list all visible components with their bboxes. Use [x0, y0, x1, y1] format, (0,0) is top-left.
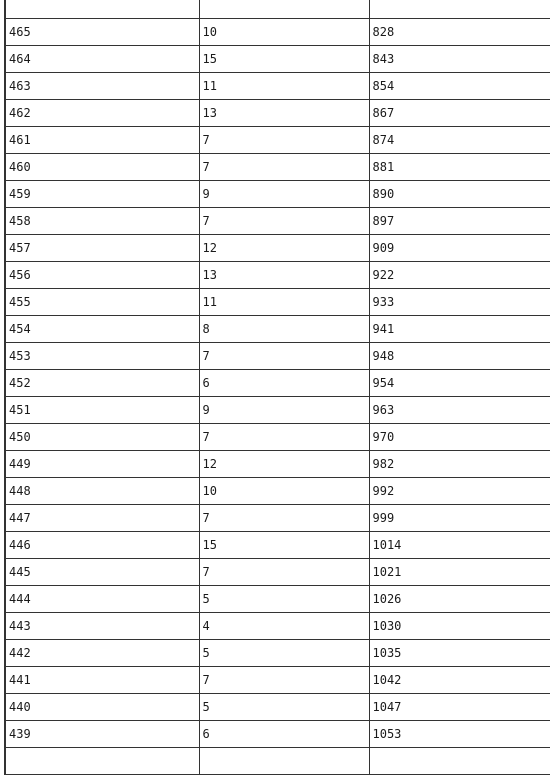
table-row: [5, 397, 550, 424]
score-cell: 443: [5, 613, 199, 640]
table-row: [5, 208, 550, 235]
table-row: [5, 154, 550, 181]
score-cell: 450: [5, 424, 199, 451]
count-cell: 9: [199, 397, 369, 424]
table-row: [5, 478, 550, 505]
table-row: [5, 748, 550, 775]
table-row: [5, 100, 550, 127]
count-cell: 10: [199, 19, 369, 46]
cumulative-cell: 1053: [369, 721, 550, 748]
score-cell: 464: [5, 46, 199, 73]
count-cell: 11: [199, 73, 369, 100]
count-cell: 5: [199, 586, 369, 613]
score-cell: 442: [5, 640, 199, 667]
table-row: [5, 613, 550, 640]
score-cell: 439: [5, 721, 199, 748]
score-cell: 457: [5, 235, 199, 262]
table-row: [5, 127, 550, 154]
table-row: [5, 694, 550, 721]
cumulative-cell: 922: [369, 262, 550, 289]
score-cell: 461: [5, 127, 199, 154]
count-cell: 13: [199, 262, 369, 289]
count-cell: 7: [199, 343, 369, 370]
count-cell: 5: [199, 640, 369, 667]
score-cell: 459: [5, 181, 199, 208]
table-row: [5, 73, 550, 100]
count-cell: 15: [199, 532, 369, 559]
cumulative-cell: 982: [369, 451, 550, 478]
cumulative-cell: 828: [369, 19, 550, 46]
score-cell: 447: [5, 505, 199, 532]
table-row: [5, 289, 550, 316]
table-row: [5, 532, 550, 559]
count-cell: 7: [199, 559, 369, 586]
score-cell: 440: [5, 694, 199, 721]
count-cell: 7: [199, 154, 369, 181]
cumulative-cell: 1042: [369, 667, 550, 694]
score-cell: 453: [5, 343, 199, 370]
cumulative-cell: 1047: [369, 694, 550, 721]
cumulative-cell: 1026: [369, 586, 550, 613]
score-cell: 441: [5, 667, 199, 694]
score-cell: 445: [5, 559, 199, 586]
count-cell: 7: [199, 208, 369, 235]
score-cell: 451: [5, 397, 199, 424]
score-cell: 449: [5, 451, 199, 478]
score-cell: 446: [5, 532, 199, 559]
count-cell: 12: [199, 451, 369, 478]
cumulative-cell: 909: [369, 235, 550, 262]
table-row: [5, 667, 550, 694]
score-cell: 463: [5, 73, 199, 100]
cumulative-cell: 948: [369, 343, 550, 370]
table-row: [5, 505, 550, 532]
table-row: [5, 586, 550, 613]
cumulative-cell: 1021: [369, 559, 550, 586]
score-cell: 460: [5, 154, 199, 181]
score-cell: [5, 748, 199, 775]
table-row: [5, 235, 550, 262]
cumulative-cell: 874: [369, 127, 550, 154]
count-cell: 13: [199, 100, 369, 127]
count-cell: [199, 748, 369, 775]
table-row: [5, 559, 550, 586]
table-row: [5, 19, 550, 46]
cumulative-cell: 890: [369, 181, 550, 208]
count-cell: 7: [199, 667, 369, 694]
score-cell: [5, 0, 199, 19]
score-cell: 465: [5, 19, 199, 46]
cumulative-cell: 970: [369, 424, 550, 451]
table-row: [5, 262, 550, 289]
table-row: [5, 181, 550, 208]
count-cell: 12: [199, 235, 369, 262]
table-row: [5, 343, 550, 370]
count-cell: [199, 0, 369, 19]
table-row: [5, 0, 550, 19]
cumulative-cell: 1035: [369, 640, 550, 667]
table-row: [5, 424, 550, 451]
cumulative-cell: [369, 0, 550, 19]
count-cell: 10: [199, 478, 369, 505]
score-table: [4, 0, 550, 775]
count-cell: 15: [199, 46, 369, 73]
table-row: [5, 370, 550, 397]
cumulative-cell: 954: [369, 370, 550, 397]
count-cell: 7: [199, 424, 369, 451]
cumulative-cell: 1030: [369, 613, 550, 640]
table-body: [5, 0, 550, 775]
count-cell: 8: [199, 316, 369, 343]
score-table-container: [4, 0, 550, 775]
count-cell: 6: [199, 370, 369, 397]
count-cell: 5: [199, 694, 369, 721]
score-cell: 444: [5, 586, 199, 613]
count-cell: 4: [199, 613, 369, 640]
table-row: [5, 640, 550, 667]
cumulative-cell: 897: [369, 208, 550, 235]
cumulative-cell: [369, 748, 550, 775]
cumulative-cell: 854: [369, 73, 550, 100]
score-cell: 452: [5, 370, 199, 397]
score-cell: 455: [5, 289, 199, 316]
count-cell: 7: [199, 505, 369, 532]
count-cell: 6: [199, 721, 369, 748]
cumulative-cell: 881: [369, 154, 550, 181]
score-cell: 462: [5, 100, 199, 127]
score-cell: 448: [5, 478, 199, 505]
cumulative-cell: 963: [369, 397, 550, 424]
table-row: [5, 46, 550, 73]
cumulative-cell: 992: [369, 478, 550, 505]
count-cell: 7: [199, 127, 369, 154]
table-row: [5, 721, 550, 748]
count-cell: 9: [199, 181, 369, 208]
cumulative-cell: 999: [369, 505, 550, 532]
cumulative-cell: 933: [369, 289, 550, 316]
score-cell: 454: [5, 316, 199, 343]
count-cell: 11: [199, 289, 369, 316]
score-cell: 456: [5, 262, 199, 289]
score-cell: 458: [5, 208, 199, 235]
table-row: [5, 316, 550, 343]
table-row: [5, 451, 550, 478]
cumulative-cell: 867: [369, 100, 550, 127]
cumulative-cell: 843: [369, 46, 550, 73]
cumulative-cell: 941: [369, 316, 550, 343]
cumulative-cell: 1014: [369, 532, 550, 559]
